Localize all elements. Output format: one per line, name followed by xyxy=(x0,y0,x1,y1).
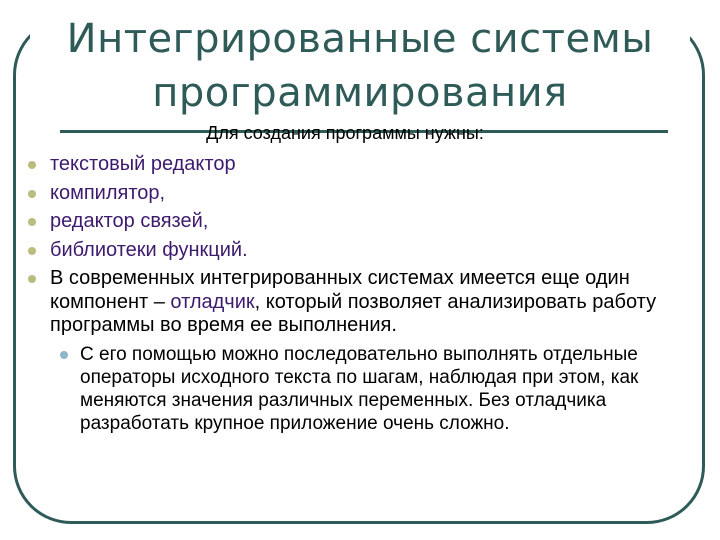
bullet-dot-icon xyxy=(28,275,36,283)
list-item xyxy=(28,182,668,206)
bullet-list xyxy=(28,153,668,440)
list-item xyxy=(28,239,668,263)
bullet-dot-icon xyxy=(28,218,36,226)
sub-bullet-dot-icon xyxy=(60,351,68,359)
list-item-main-point xyxy=(28,267,668,435)
list-item xyxy=(28,153,668,177)
sub-bullet-list xyxy=(50,343,650,435)
bullet-dot-icon xyxy=(28,247,36,255)
sub-list-item xyxy=(50,343,650,435)
debugger-term: отладчик xyxy=(170,290,255,313)
list-item-text: библиотеки функций. xyxy=(50,238,248,261)
main-point-text: В современных интегрированных системах имеется еще один компонент – xyxy=(50,267,630,313)
slide-title: Интегрированные системы программирования xyxy=(30,12,690,120)
list-item-text: компилятор, xyxy=(50,181,166,204)
bullet-dot-icon xyxy=(28,190,36,198)
sub-list-item-text: С его помощью можно последовательно выполнять отдельные операторы исходного текста по шагам, наблюдая при этом, как меняются значения различных переменных. Без отладчика разработать крупное приложение очень сложно. xyxy=(80,343,639,434)
slide-subtitle xyxy=(0,122,690,144)
subtitle-text: Для создания программы нужны: xyxy=(206,123,484,143)
bullet-dot-icon xyxy=(28,161,36,169)
list-item-text: текстовый редактор xyxy=(50,153,236,175)
list-item xyxy=(28,210,668,234)
main-point-text-end: , который позволяет анализировать работу программы во время ее выполнения. xyxy=(50,290,657,336)
list-item-text: редактор связей, xyxy=(50,210,209,232)
